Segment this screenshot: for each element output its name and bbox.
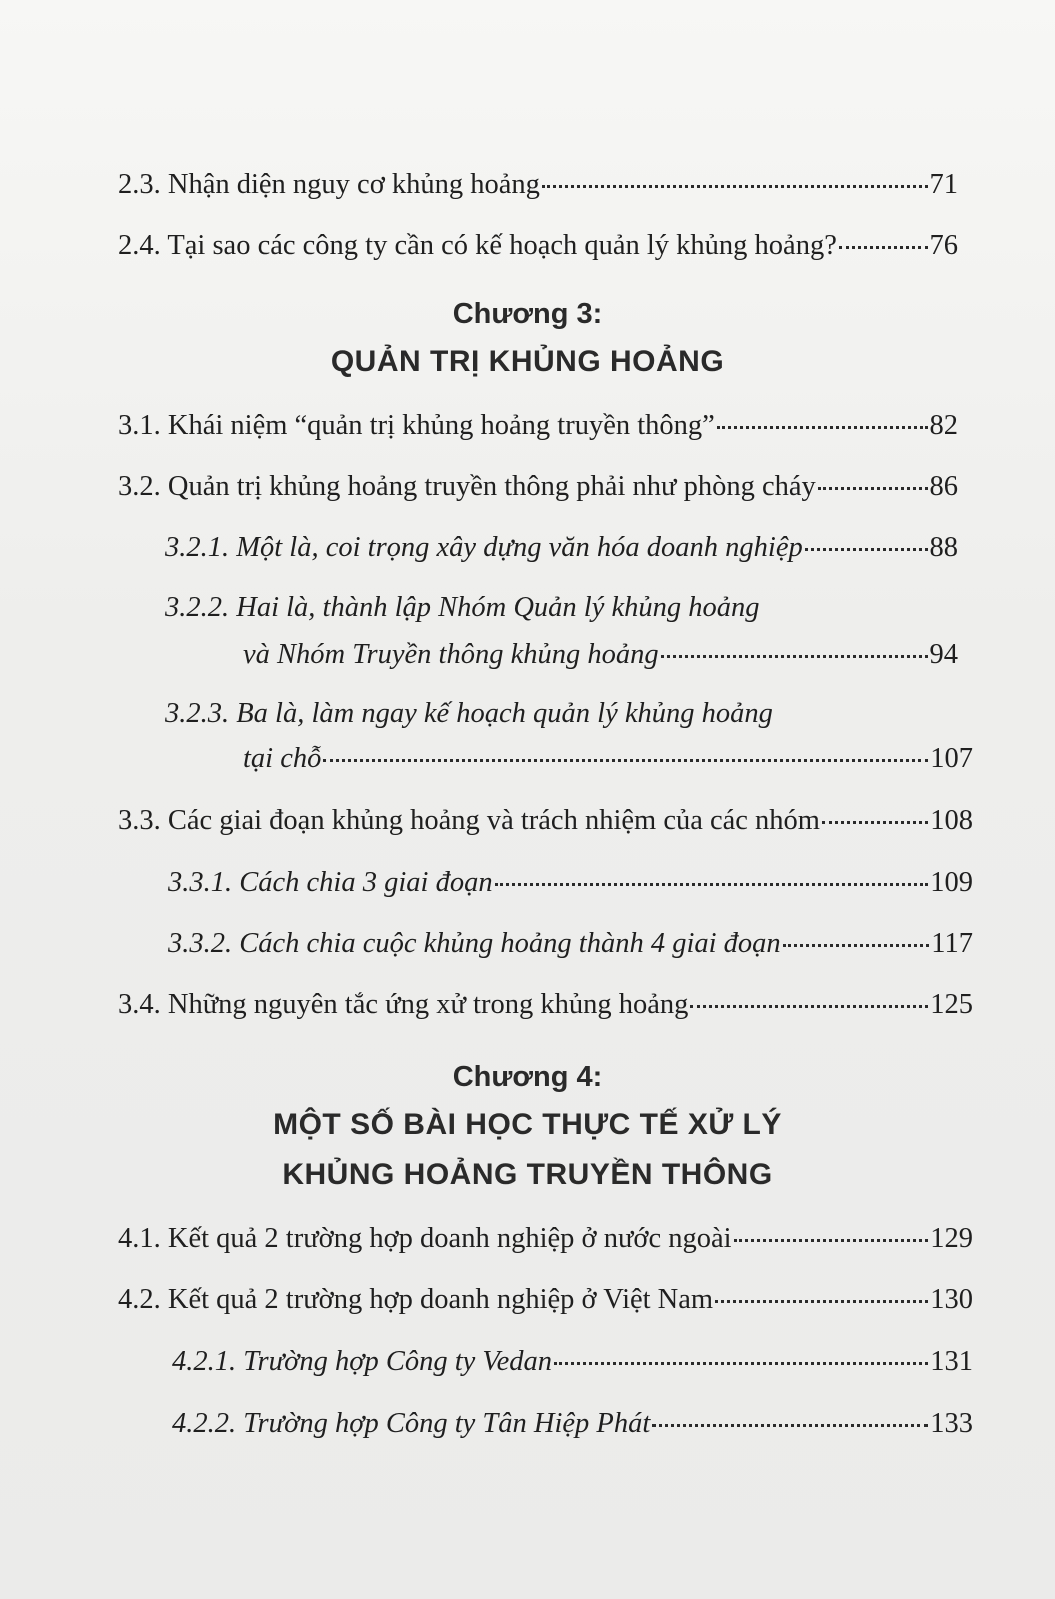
dot-leader	[822, 821, 928, 824]
toc-page-number: 109	[930, 867, 973, 898]
toc-label: 3.3. Các giai đoạn khủng hoảng và trách nhiệm của các nhóm	[118, 805, 820, 836]
dot-leader	[717, 426, 928, 429]
toc-label: 3.3.2. Cách chia cuộc khủng hoảng thành 4 giai đoạn	[168, 928, 781, 959]
toc-label: và Nhóm Truyền thông khủng hoảng	[243, 639, 659, 670]
dot-leader	[323, 759, 928, 762]
dot-leader	[818, 487, 928, 490]
toc-page-number: 129	[930, 1223, 973, 1254]
dot-leader	[542, 185, 928, 188]
toc-entry-4-1	[118, 1222, 973, 1256]
toc-page-number: 76	[929, 230, 958, 261]
chapter-4-title-line1: MỘT SỐ BÀI HỌC THỰC TẾ XỬ LÝ	[273, 1108, 782, 1141]
toc-label: 3.2.1. Một là, coi trọng xây dựng văn hóa doanh nghiệp	[165, 532, 803, 563]
dot-leader	[839, 246, 928, 249]
toc-page-number: 125	[930, 989, 973, 1020]
toc-page-number: 108	[930, 805, 973, 836]
toc-page-number: 82	[929, 410, 958, 441]
dot-leader	[783, 944, 930, 947]
toc-entry-3-3-1	[168, 866, 973, 900]
dot-leader	[652, 1424, 928, 1427]
toc-page-number: 131	[930, 1346, 973, 1377]
toc-page-number: 88	[929, 532, 958, 563]
toc-label: 2.3. Nhận diện nguy cơ khủng hoảng	[118, 169, 540, 200]
chapter-4-title-line2: KHỦNG HOẢNG TRUYỀN THÔNG	[282, 1158, 773, 1191]
toc-label: 4.2.1. Trường hợp Công ty Vedan	[172, 1346, 553, 1377]
dot-leader	[690, 1005, 928, 1008]
toc-entry-3-2	[118, 470, 958, 504]
toc-page-number: 133	[930, 1408, 973, 1439]
toc-entry-3-2-2	[243, 638, 958, 672]
toc-page-number: 130	[930, 1284, 973, 1315]
toc-page-number: 117	[931, 928, 973, 959]
toc-label: 3.4. Những nguyên tắc ứng xử trong khủng hoảng	[118, 989, 689, 1020]
toc-entry-4-2	[118, 1283, 973, 1317]
toc-label: 3.1. Khái niệm “quản trị khủng hoảng truyền thông”	[118, 410, 715, 441]
chapter-3-title: QUẢN TRỊ KHỦNG HOẢNG	[330, 345, 725, 378]
toc-entry-3-1	[118, 409, 958, 443]
toc-entry-4-2-1	[172, 1345, 973, 1379]
dot-leader	[734, 1239, 929, 1242]
toc-entry-4-2-2	[172, 1407, 973, 1441]
toc-entry-3-3-2	[168, 927, 973, 961]
toc-label: tại chỗ	[243, 743, 322, 774]
toc-entry-3-2-2-line1: 3.2.2. Hai là, thành lập Nhóm Quản lý khủng hoảng	[165, 592, 760, 623]
toc-entry-3-3	[118, 804, 973, 838]
toc-label: 4.2. Kết quả 2 trường hợp doanh nghiệp ở Việt Nam	[118, 1284, 714, 1315]
toc-page-number: 71	[929, 169, 958, 200]
toc-entry-3-2-1	[165, 531, 958, 565]
dot-leader	[495, 883, 929, 886]
chapter-4-heading: Chương 4:	[452, 1061, 603, 1093]
toc-entry-3-4	[118, 988, 973, 1022]
toc-entry-3-2-3-line1: 3.2.3. Ba là, làm ngay kế hoạch quản lý khủng hoảng	[165, 698, 773, 729]
toc-label: 4.1. Kết quả 2 trường hợp doanh nghiệp ở nước ngoài	[118, 1223, 732, 1254]
toc-label: 4.2.2. Trường hợp Công ty Tân Hiệp Phát	[172, 1408, 651, 1439]
chapter-3-heading: Chương 3:	[452, 298, 603, 330]
dot-leader	[554, 1362, 928, 1365]
toc-label: 2.4. Tại sao các công ty cần có kế hoạch quản lý khủng hoảng?	[118, 230, 837, 261]
toc-label: 3.2. Quản trị khủng hoảng truyền thông phải như phòng cháy	[118, 471, 816, 502]
toc-page-number: 94	[929, 639, 958, 670]
dot-leader	[661, 655, 928, 658]
dot-leader	[715, 1300, 928, 1303]
dot-leader	[805, 548, 928, 551]
toc-entry-2-4	[118, 229, 958, 263]
toc-page-number: 107	[930, 743, 973, 774]
toc-entry-3-2-3	[243, 742, 973, 776]
toc-label: 3.3.1. Cách chia 3 giai đoạn	[168, 867, 493, 898]
toc-entry-2-3	[118, 168, 958, 202]
toc-page-number: 86	[929, 471, 958, 502]
